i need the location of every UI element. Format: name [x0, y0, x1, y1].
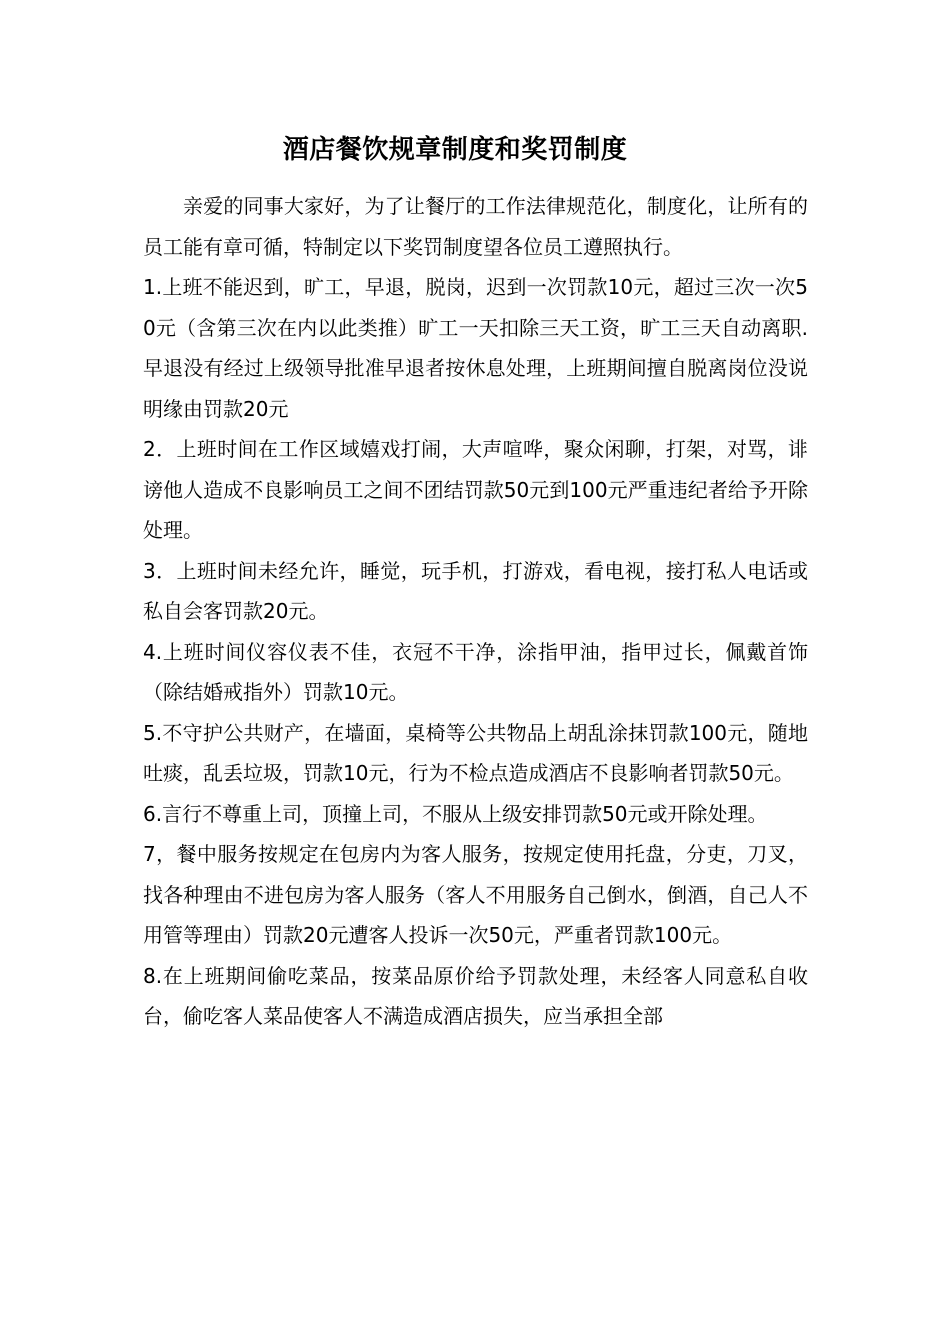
rule-4-paragraph: 4.上班时间仪容仪表不佳，衣冠不干净，涂指甲油，指甲过长，佩戴首饰（除结婚戒指外）罚款10元。 — [143, 639, 808, 704]
document-title: 酒店餐饮规章制度和奖罚制度 — [282, 135, 628, 165]
rule-3-paragraph: 3．上班时间未经允许，睡觉，玩手机，打游戏，看电视，接打私人电话或私自会客罚款20元。 — [143, 558, 808, 623]
rule-7-paragraph: 7，餐中服务按规定在包房内为客人服务，按规定使用托盘，分吏，刀叉，找各种理由不进包房为客人服务（客人不用服务自己倒水，倒酒，自己人不用管等理由）罚款20元遭客人投诉一次50元，严重者罚款100元。 — [143, 842, 808, 947]
rule-8-paragraph: 8.在上班期间偷吃菜品，按菜品原价给予罚款处理，未经客人同意私自收台，偷吃客人菜品使客人不满造成酒店损失，应当承担全部 — [143, 963, 808, 1028]
rule-6-paragraph: 6.言行不尊重上司，顶撞上司，不服从上级安排罚款50元或开除处理。 — [143, 801, 768, 826]
document-body — [143, 186, 808, 1037]
rule-1-paragraph: 1.上班不能迟到，旷工，早退，脱岗，迟到一次罚款10元，超过三次一次50元（含第三次在内以此类推）旷工一天扣除三天工资，旷工三天自动离职.早退没有经过上级领导批准早退者按休息处理，上班期间擅自脱离岗位没说明缘由罚款20元 — [143, 275, 808, 421]
rule-2-paragraph: 2．上班时间在工作区域嬉戏打闹，大声喧哗，聚众闲聊，打架，对骂，诽谤他人造成不良影响员工之间不团结罚款50元到100元严重违纪者给予开除处理。 — [143, 437, 808, 542]
rule-5-paragraph: 5.不守护公共财产，在墙面，桌椅等公共物品上胡乱涂抹罚款100元，随地吐痰，乱丢垃圾，罚款10元，行为不检点造成酒店不良影响者罚款50元。 — [143, 720, 808, 785]
intro-paragraph: 亲爱的同事大家好，为了让餐厅的工作法律规范化，制度化，让所有的员工能有章可循，特制定以下奖罚制度望各位员工遵照执行。 — [143, 194, 808, 259]
